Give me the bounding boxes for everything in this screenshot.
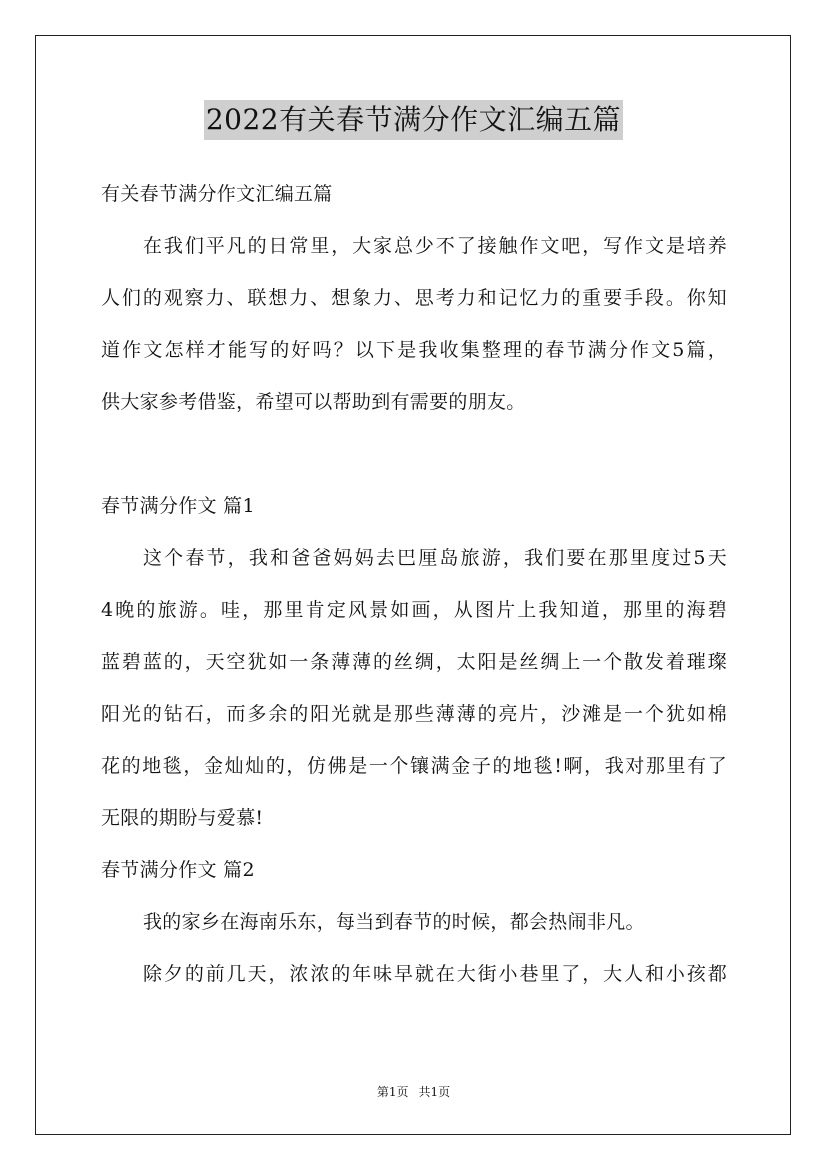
page-footer	[0, 1082, 827, 1102]
page-number: 第1页	[376, 1085, 409, 1099]
section-heading: 春节满分作文 篇2	[101, 859, 255, 881]
section1-line: 无限的期盼与爱慕!	[101, 807, 264, 829]
document-title: 2022有关春节满分作文汇编五篇	[204, 100, 623, 140]
section1-line: 阳光的钻石，而多余的阳光就是那些薄薄的亮片，沙滩是一个犹如棉	[101, 703, 727, 725]
document-body	[101, 171, 727, 1003]
section-heading: 春节满分作文 篇1	[101, 495, 255, 517]
total-pages: 共1页	[418, 1085, 451, 1099]
intro-line: 人们的观察力、联想力、想象力、思考力和记忆力的重要手段。你知	[101, 287, 727, 309]
section2-paragraph: 除夕的前几天，浓浓的年味早就在大街小巷里了，大人和小孩都	[143, 963, 727, 985]
section1-line: 4晚的旅游。哇，那里肯定风景如画，从图片上我知道，那里的海碧	[101, 599, 727, 621]
section1-line: 花的地毯，金灿灿的，仿佛是一个镶满金子的地毯!啊，我对那里有了	[101, 755, 727, 777]
intro-line: 道作文怎样才能写的好吗？以下是我收集整理的春节满分作文5篇，	[101, 339, 727, 361]
section1-line: 这个春节，我和爸爸妈妈去巴厘岛旅游，我们要在那里度过5天	[143, 547, 727, 569]
blank-line	[101, 431, 727, 483]
section1-line: 蓝碧蓝的，天空犹如一条薄薄的丝绸，太阳是丝绸上一个散发着璀璨	[101, 651, 727, 673]
document-subtitle: 有关春节满分作文汇编五篇	[101, 183, 333, 205]
intro-line: 在我们平凡的日常里，大家总少不了接触作文吧，写作文是培养	[143, 235, 727, 257]
section2-paragraph: 我的家乡在海南乐东，每当到春节的时候，都会热闹非凡。	[143, 911, 645, 933]
title-wrap	[0, 100, 827, 140]
intro-line: 供大家参考借鉴，希望可以帮助到有需要的朋友。	[101, 391, 526, 413]
